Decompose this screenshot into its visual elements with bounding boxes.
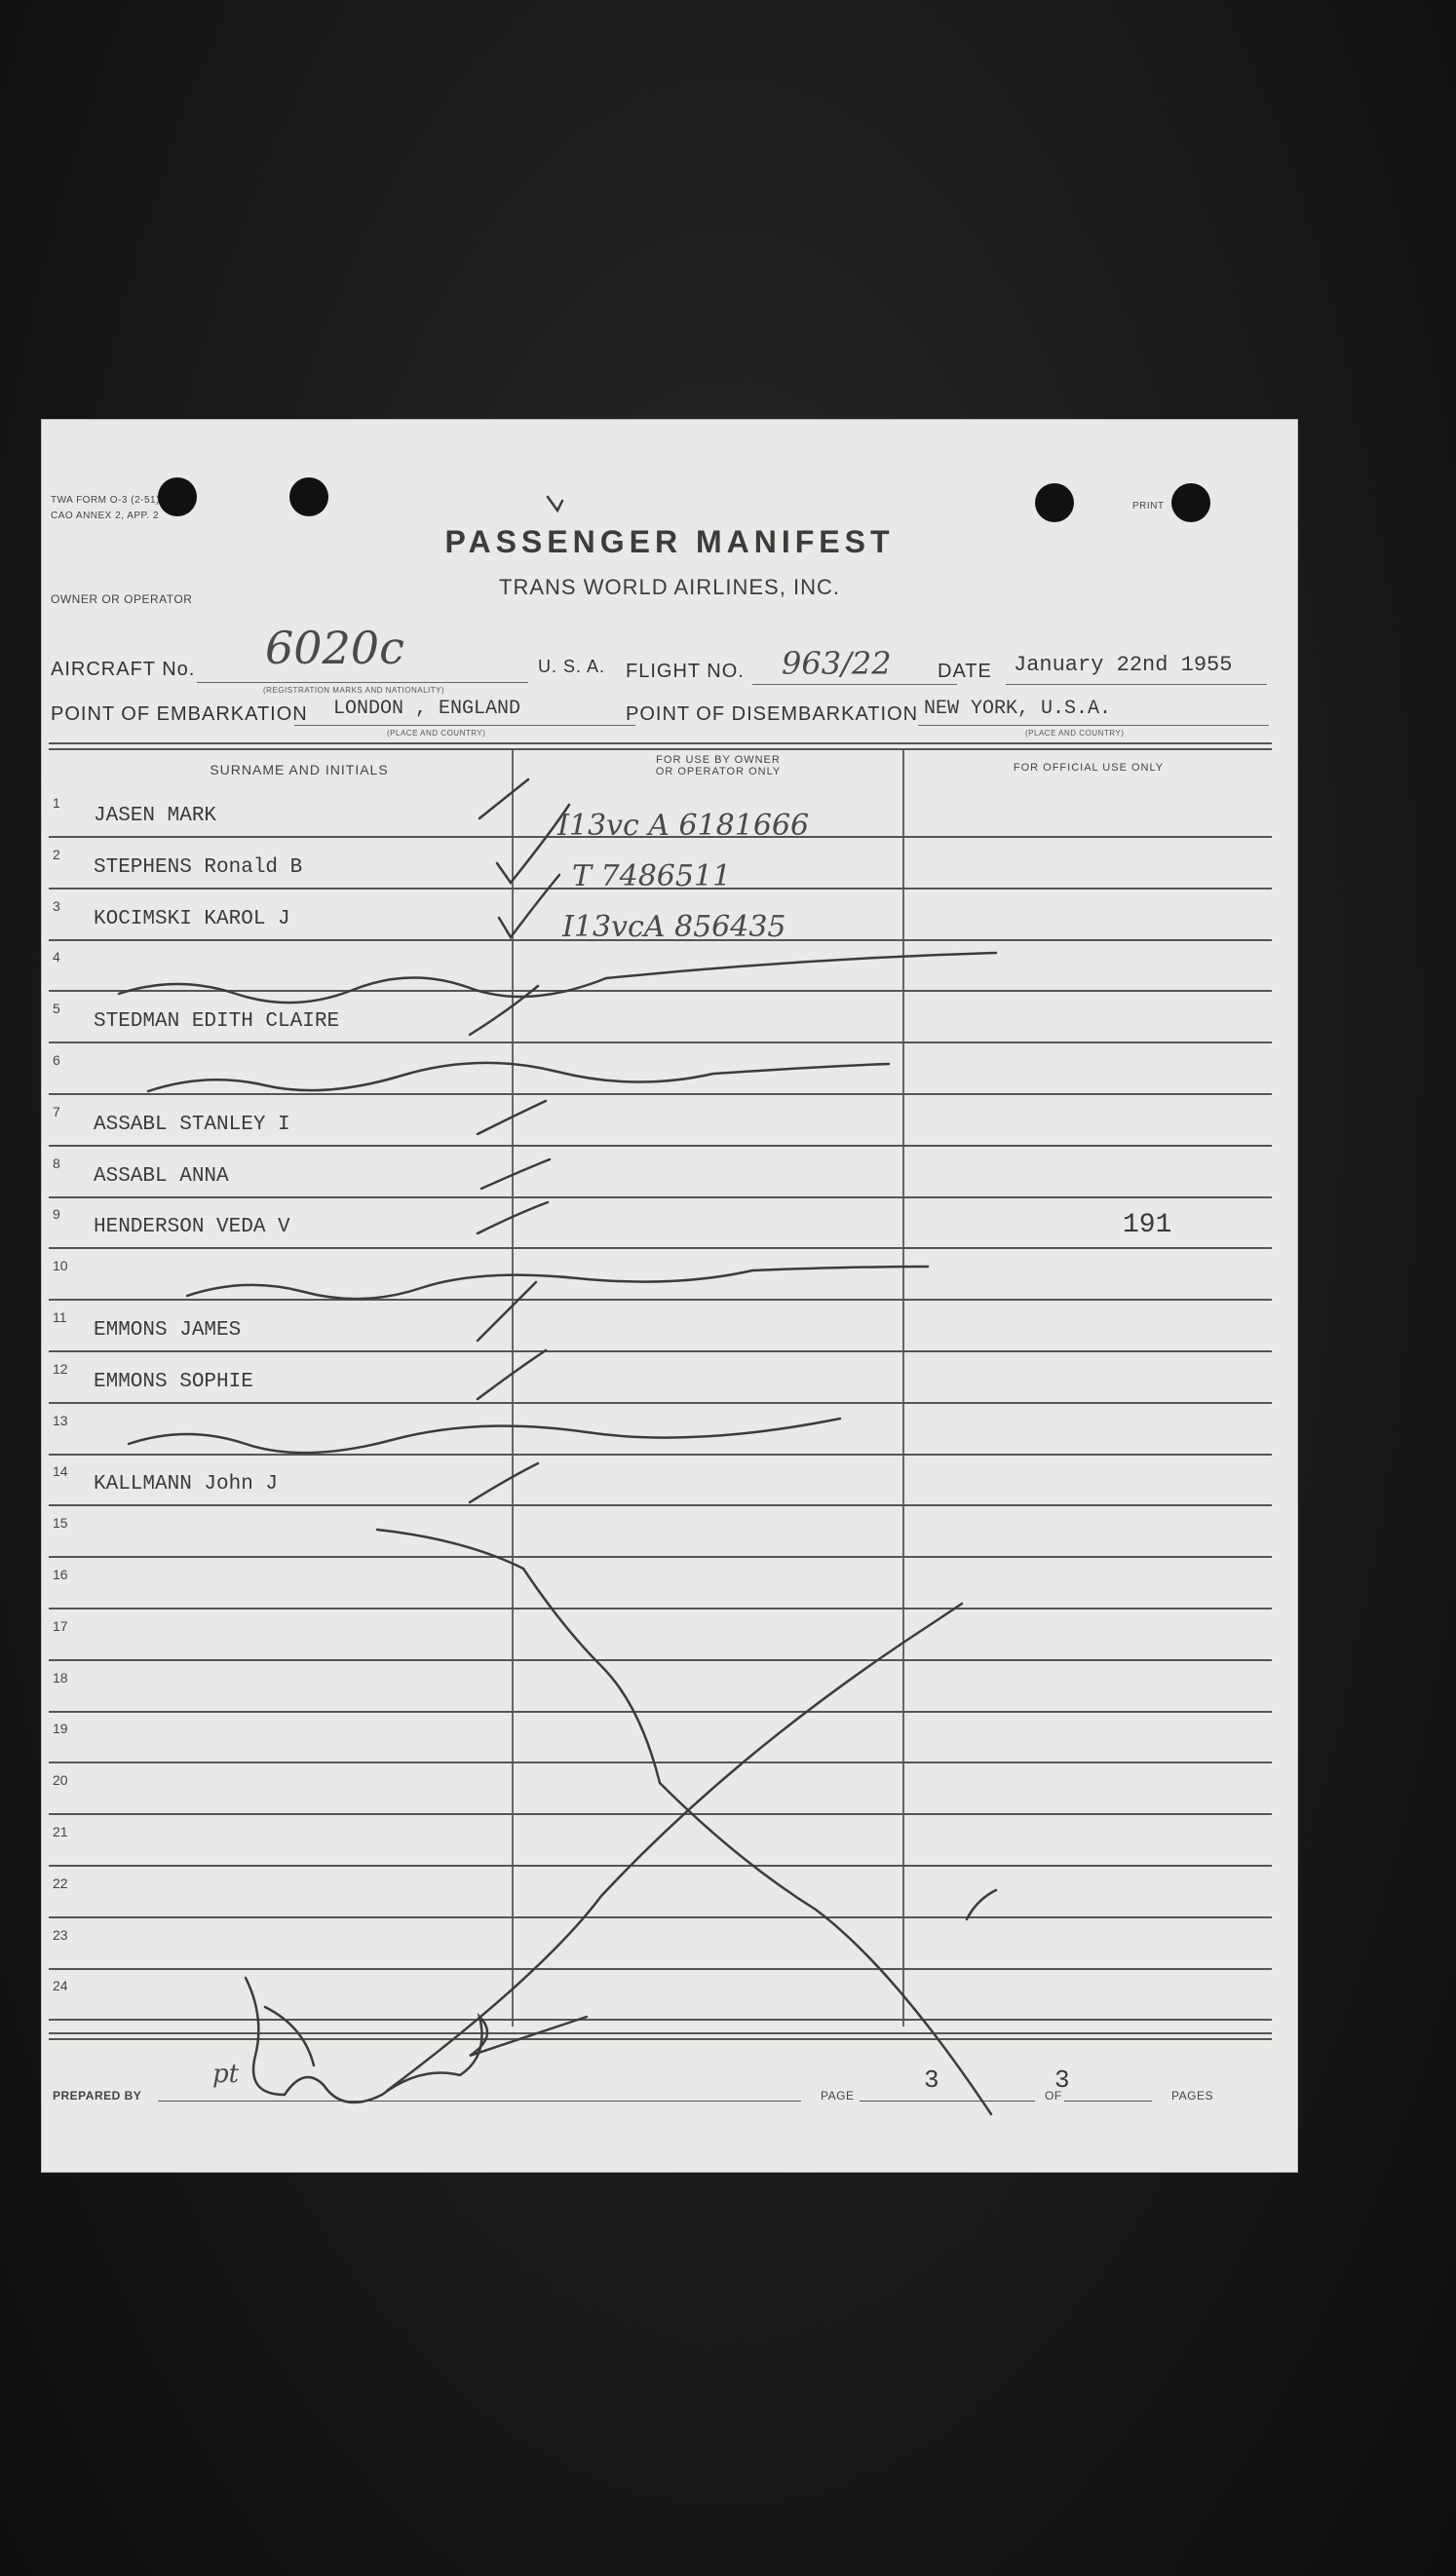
embarkation-label: POINT OF EMBARKATION bbox=[51, 703, 308, 725]
strike-row-6 bbox=[148, 1063, 889, 1091]
row-number: 11 bbox=[53, 1309, 67, 1325]
passenger-name: ASSABL ANNA bbox=[94, 1164, 229, 1188]
pen-marks bbox=[41, 419, 1298, 2173]
signature bbox=[246, 1978, 587, 2102]
row-number: 21 bbox=[53, 1824, 68, 1839]
owner-label: OWNER OR OPERATOR bbox=[51, 592, 193, 606]
strike-row-4 bbox=[119, 953, 996, 1003]
tick-row-12 bbox=[478, 1350, 546, 1399]
row-number: 7 bbox=[53, 1103, 60, 1119]
row-number: 22 bbox=[53, 1875, 68, 1891]
row-number: 18 bbox=[53, 1669, 68, 1686]
row-number: 13 bbox=[53, 1412, 68, 1428]
row-number: 12 bbox=[53, 1360, 68, 1377]
row-number: 4 bbox=[53, 949, 60, 966]
disembarkation-sublabel: (PLACE AND COUNTRY) bbox=[1025, 729, 1125, 738]
passenger-name: EMMONS SOPHIE bbox=[94, 1370, 253, 1393]
check-mark-1 bbox=[479, 779, 528, 818]
row-number: 3 bbox=[53, 897, 60, 914]
passenger-name: KOCIMSKI KAROL J bbox=[94, 907, 290, 930]
row-number: 10 bbox=[53, 1258, 68, 1274]
prepared-by-label: PREPARED BY bbox=[53, 2089, 142, 2102]
row-number: 5 bbox=[53, 1001, 60, 1017]
date-label: DATE bbox=[938, 661, 992, 682]
tick-row-9 bbox=[478, 1202, 548, 1233]
row-number: 6 bbox=[53, 1052, 60, 1068]
of-label: OF bbox=[1045, 2089, 1062, 2102]
tick-row-14 bbox=[470, 1463, 538, 1502]
cao-annex: CAO ANNEX 2, APP. 2 bbox=[51, 511, 160, 521]
aircraft-sublabel: (REGISTRATION MARKS AND NATIONALITY) bbox=[263, 686, 445, 695]
page-label: PAGE bbox=[821, 2089, 855, 2102]
owner-note-row-3: I13vcA 856435 bbox=[562, 910, 786, 944]
tick-row-5 bbox=[470, 986, 538, 1035]
embarkation-sublabel: (PLACE AND COUNTRY) bbox=[387, 729, 486, 738]
row-number: 8 bbox=[53, 1155, 60, 1171]
passenger-name: STEPHENS Ronald B bbox=[94, 855, 303, 879]
owner-note-row-2: T 7486511 bbox=[572, 859, 732, 893]
passenger-name: ASSABL STANLEY I bbox=[94, 1113, 290, 1136]
disembarkation-label: POINT OF DISEMBARKATION bbox=[626, 703, 919, 725]
row-number: 2 bbox=[53, 846, 60, 862]
strike-row-10 bbox=[187, 1267, 928, 1299]
row-number: 14 bbox=[53, 1463, 68, 1480]
aircraft-number: 6020c bbox=[265, 622, 404, 674]
official-use-value: 191 bbox=[1123, 1210, 1172, 1241]
void-mark-2 bbox=[387, 1604, 962, 2091]
row-number: 9 bbox=[53, 1206, 60, 1223]
column-header-surname: SURNAME AND INITIALS bbox=[210, 762, 389, 777]
flight-number: 963/22 bbox=[782, 645, 892, 682]
row-number: 24 bbox=[53, 1978, 68, 1994]
strike-row-13 bbox=[129, 1419, 840, 1453]
check-mark-3 bbox=[499, 875, 559, 937]
page-title: PASSENGER MANIFEST bbox=[444, 524, 895, 559]
owner-note-row-1: I13vc A 6181666 bbox=[557, 809, 810, 843]
print-label: PRINT bbox=[1132, 501, 1165, 511]
tick-row-11 bbox=[478, 1282, 536, 1341]
row-number: 20 bbox=[53, 1772, 68, 1789]
page-number: 3 bbox=[924, 2065, 939, 2095]
total-pages: 3 bbox=[1054, 2065, 1070, 2095]
column-header-owner: FOR USE BY OWNER OR OPERATOR ONLY bbox=[655, 754, 782, 777]
passenger-name: KALLMANN John J bbox=[94, 1473, 279, 1496]
passenger-name: JASEN MARK bbox=[94, 805, 217, 827]
date-value: January 22nd 1955 bbox=[1014, 653, 1233, 677]
usa-label: U. S. A. bbox=[538, 657, 606, 676]
passenger-name: STEDMAN EDITH CLAIRE bbox=[94, 1010, 340, 1034]
embarkation-value: LONDON , ENGLAND bbox=[333, 698, 521, 720]
form-id: TWA FORM O-3 (2-51) bbox=[51, 495, 160, 506]
row-number: 15 bbox=[53, 1515, 68, 1532]
airline-name: TRANS WORLD AIRLINES, INC. bbox=[499, 575, 840, 599]
passenger-name: HENDERSON VEDA V bbox=[94, 1216, 290, 1239]
row-number: 23 bbox=[53, 1926, 68, 1943]
disembarkation-value: NEW YORK, U.S.A. bbox=[924, 698, 1112, 720]
pages-label: PAGES bbox=[1171, 2089, 1213, 2102]
row-number: 19 bbox=[53, 1721, 68, 1737]
row-number: 1 bbox=[53, 795, 60, 811]
tick-row-7 bbox=[478, 1101, 546, 1134]
prepared-initials: pt bbox=[212, 2060, 240, 2089]
column-header-official: FOR OFFICIAL USE ONLY bbox=[1013, 762, 1165, 774]
row-number: 16 bbox=[53, 1567, 68, 1582]
tick-row-8 bbox=[481, 1159, 550, 1189]
flight-label: FLIGHT NO. bbox=[626, 661, 745, 682]
row-number: 17 bbox=[53, 1617, 68, 1634]
void-mark-3 bbox=[967, 1890, 996, 1919]
passenger-name: EMMONS JAMES bbox=[94, 1319, 242, 1342]
aircraft-label: AIRCRAFT No. bbox=[51, 659, 196, 680]
manifest-sheet bbox=[41, 419, 1298, 2173]
